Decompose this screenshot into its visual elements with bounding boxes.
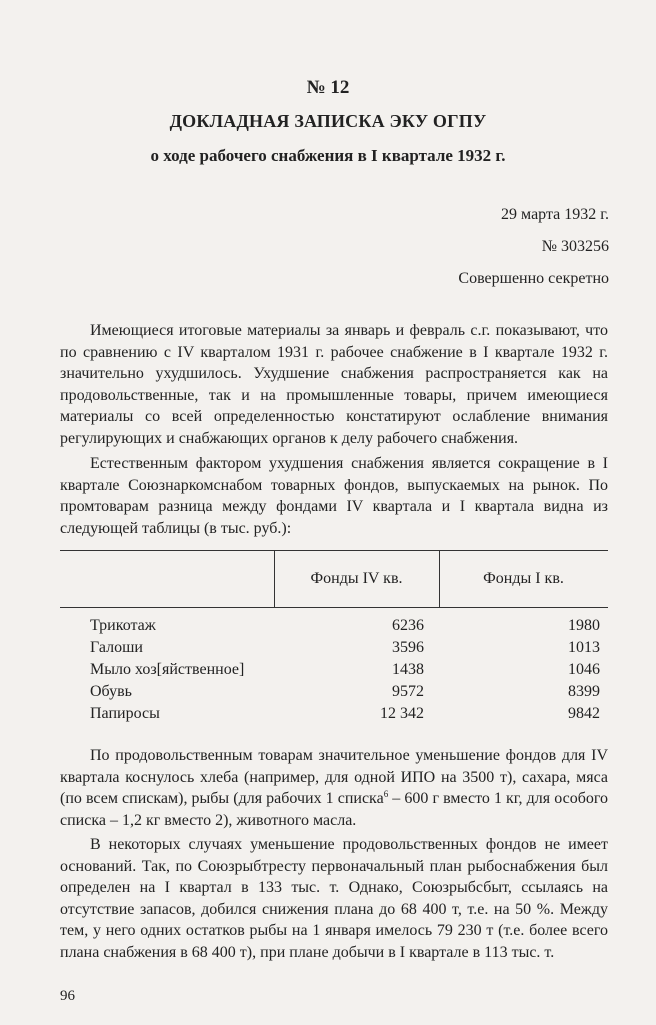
table-row [60,617,608,639]
cell-q1: 8399 [568,683,600,700]
paragraph-3-text-cont: – 600 г вместо 1 кг, для особого списка – 1,2 кг вместо 2), животного масла. [60,790,609,829]
paragraph-1: Имеющиеся итоговые материалы за январь и февраль с.г. показывают, что по сравнению с IV кварталом 1931 г. рабочее снабжение в I квартале 1932 г. значительно ухудшилось. Ухудшение снабжения распространяется как на продовольственные, так и на промышленные товары, причем имеющиеся материалы со всей определенностью констатируют ослабление внимания регулирующих и снабжающих органов к делу рабочего снабжения. [60,322,608,447]
table-row [60,705,608,727]
cell-q4: 1438 [392,661,424,678]
row-label: Мыло хоз[яйственное] [90,661,245,678]
cell-q4: 9572 [392,683,424,700]
paragraph-2: Естественным фактором ухудшения снабжения является сокращение в I квартале Союзнаркомснабом товарных фондов, выпускаемых на рынок. По промтоварам разница между фондами IV квартала и I квартала видна из следующей таблицы (в тыс. руб.): [60,455,608,537]
table-row [60,683,608,705]
table-row [60,639,608,661]
cell-q4: 12 342 [380,705,424,722]
cell-q1: 1046 [568,661,600,678]
footnote-marker: 6 [383,789,389,799]
table-header-rule [60,607,608,608]
document-date: 29 марта 1932 г. [501,206,609,223]
paragraph-3-text: По продовольственным товарам значительное уменьшение фондов для IV квартала коснулось хлеба (например, для одной ИПО на 3500 т), сахара, мяса (по всем спискам), рыбы (для рабочих 1 списка [60,747,608,807]
cell-q4: 6236 [392,617,424,634]
row-label: Папиросы [90,705,160,722]
page-number: 96 [60,988,75,1004]
table-top-rule [60,550,608,551]
row-label: Обувь [90,683,132,700]
paragraph-3 [60,745,608,831]
cell-q4: 3596 [392,639,424,656]
table-row [60,661,608,683]
row-label: Трикотаж [90,617,156,634]
row-label: Галоши [90,639,143,656]
registration-number: № 303256 [541,238,609,255]
classification-mark: Совершенно секретно [458,270,609,287]
cell-q1: 1013 [568,639,600,656]
document-subtitle: о ходе рабочего снабжения в I квартале 1932 г. [150,146,506,165]
paragraph-4: В некоторых случаях уменьшение продовольственных фондов не имеет оснований. Так, по Союзрыбтресту первоначальный план рыбоснабжения был определен на I квартал в 133 тыс. т. Однако, Союзрыбсбыт, ссылаясь на отсутствие запасов, добился снижения плана до 68 400 т, т.е. на 50 %. Между тем, у него одних остатков рыбы на 1 января имелось 79 230 т (т.е. более всего плана снабжения в 68 400 т), при плане добычи в I квартале в 113 тыс. т. [60,836,608,961]
cell-q1: 1980 [568,617,600,634]
table-header-q4: Фонды IV кв. [310,570,403,587]
table-header-q1: Фонды I кв. [483,570,564,587]
document-title: ДОКЛАДНАЯ ЗАПИСКА ЭКУ ОГПУ [169,111,487,131]
document-number: № 12 [306,77,350,98]
cell-q1: 9842 [568,705,600,722]
